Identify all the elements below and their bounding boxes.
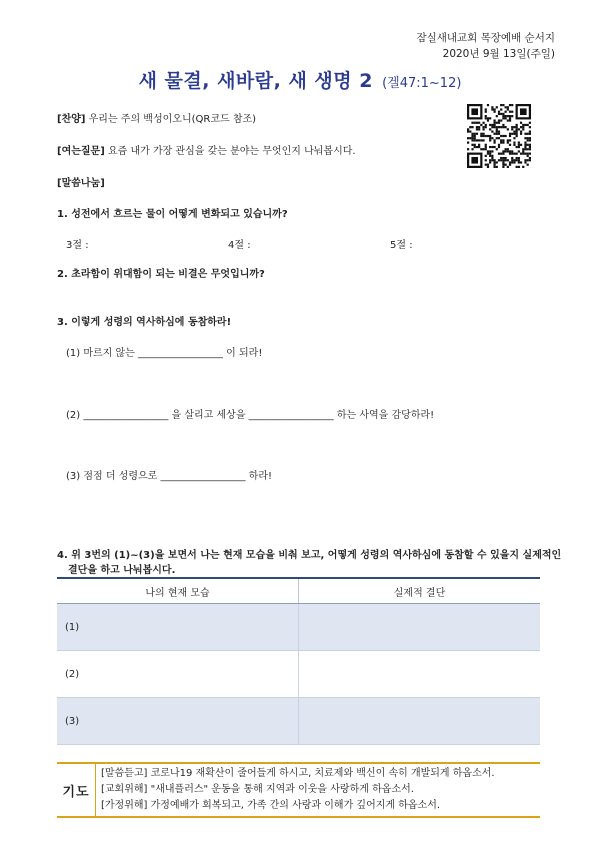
table-row-label: (1)	[57, 604, 299, 651]
prayer-items	[101, 766, 495, 814]
prayer-label: 기도	[57, 764, 96, 816]
service-date: 2020년 9월 13일(주일)	[442, 48, 555, 60]
church-service-title: 잠실새내교회 목장예배 순서지	[416, 32, 555, 44]
hymn-line	[57, 110, 256, 125]
question-3-item-1: (1) 마르지 않는 _________________ 이 되라!	[66, 348, 263, 359]
verse-3-label: 3절 :	[66, 240, 89, 251]
question-3-item-3: (3) 점점 더 성령으로 _________________ 하라!	[66, 471, 273, 482]
opening-question-text: 요즘 내가 가장 관심을 갖는 분야는 무엇인지 나눠봅시다.	[104, 146, 356, 157]
table-row	[57, 604, 540, 651]
question-4-line-2: 결단을 하고 나눠봅시다.	[68, 565, 176, 576]
table-row-label: (2)	[57, 651, 299, 698]
sharing-heading: [말씀나눔]	[57, 178, 105, 189]
question-3: 3. 이렇게 성령의 역사하심에 동참하라!	[57, 317, 232, 328]
decision-cell[interactable]	[299, 698, 541, 745]
prayer-box	[57, 762, 540, 818]
table-header-current: 나의 현재 모습	[57, 578, 299, 604]
question-2: 2. 초라함이 위대함이 되는 비결은 무엇입니까?	[57, 269, 265, 280]
table-row	[57, 698, 540, 745]
table-row-label: (3)	[57, 698, 299, 745]
prayer-item-family: [가정위해] 가정예배가 회복되고, 가족 간의 사랑과 이해가 깊어지게 하옵소서.	[101, 800, 441, 811]
sermon-title	[0, 66, 600, 93]
verse-4-label: 4절 :	[228, 240, 251, 251]
question-1: 1. 성전에서 흐르는 물이 어떻게 변화되고 있습니까?	[57, 209, 288, 220]
hymn-text: 우리는 주의 백성이오니(QR코드 참조)	[85, 114, 257, 125]
table-row	[57, 651, 540, 698]
question-4-line-1: 4. 위 3번의 (1)~(3)을 보면서 나는 현재 모습을 비춰 보고, 어떻게 성령의 역사하심에 동참할 수 있을지 실제적인	[57, 550, 562, 561]
opening-question-line	[57, 142, 356, 157]
prayer-item-church: [교회위해] "새내플러스" 운동을 통해 지역과 이웃을 사랑하게 하옵소서.	[101, 784, 414, 795]
question-3-item-2: (2) _________________ 을 살리고 세상을 _________________ 하는 사역을 감당하라!	[66, 410, 435, 421]
hymn-tag: [찬양]	[57, 114, 86, 125]
table-header-decision: 실제적 결단	[299, 578, 541, 604]
scripture-reference: (겔47:1~12)	[382, 76, 462, 91]
sermon-title-main: 새 물결, 새바람, 새 생명 2	[138, 70, 373, 92]
decision-cell[interactable]	[299, 651, 541, 698]
reflection-table	[57, 577, 540, 745]
prayer-item-word: [말씀듣고] 코로나19 재확산이 줄어들게 하시고, 치료제와 백신이 속히 개발되게 하옵소서.	[101, 768, 495, 779]
decision-cell[interactable]	[299, 604, 541, 651]
verse-5-label: 5절 :	[390, 240, 413, 251]
opening-question-tag: [여는질문]	[57, 146, 105, 157]
qr-code-icon[interactable]	[467, 104, 531, 168]
